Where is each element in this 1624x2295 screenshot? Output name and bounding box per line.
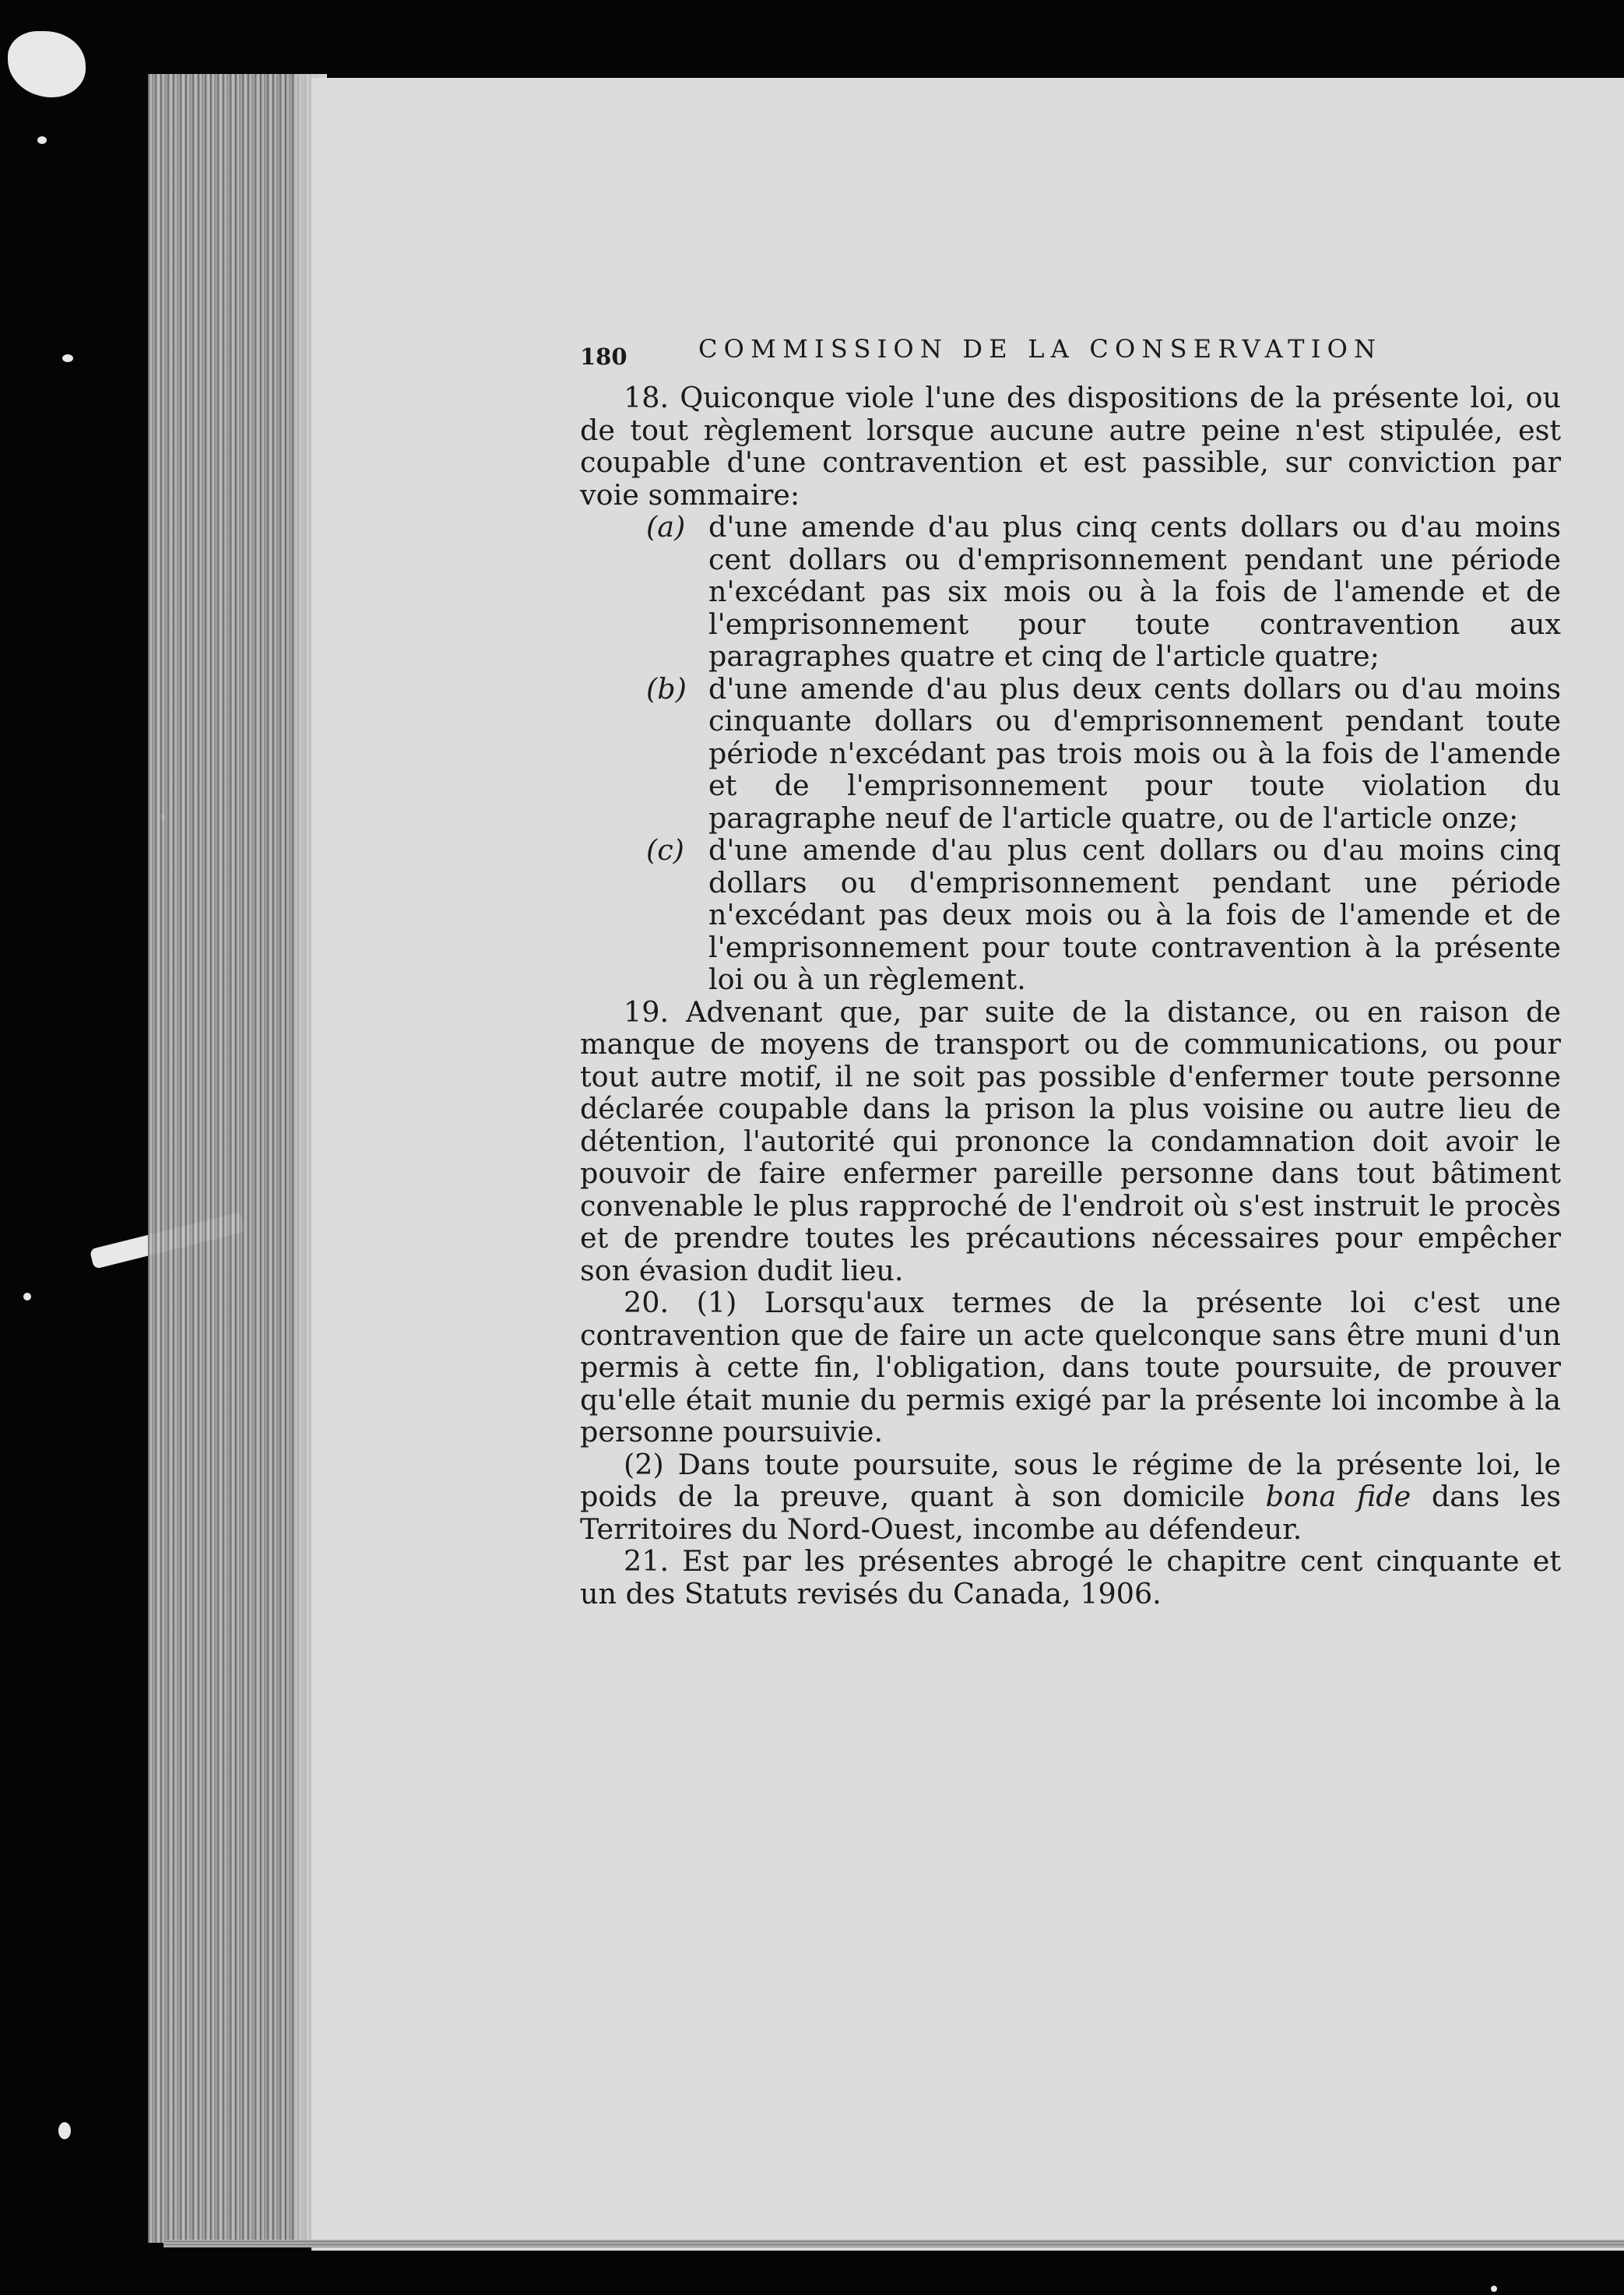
page-number: 180 <box>580 343 627 370</box>
section-21: 21. Est par les présentes abrogé le chapitre cent cinquante et un des Statuts revisés du Canada, 1906. <box>580 1544 1561 1610</box>
section-18-item-b <box>580 673 1561 835</box>
section-18-item-a <box>580 511 1561 673</box>
page-text <box>580 319 1561 1610</box>
item-text: d'une amende d'au plus deux cents dollars ou d'au moins cinquante dollars ou d'emprisonnement pendant toute période n'excédant pas trois mois ou à la fois de l'amende et de l'emprisonnement pour toute violation du paragraphe neuf de l'article quatre, ou de l'article onze; <box>708 671 1561 835</box>
running-head-title: COMMISSION DE LA CONSERVATION <box>698 334 1383 364</box>
section-20-1: 20. (1) Lorsqu'aux termes de la présente loi c'est une contravention que de faire un acte quelconque sans être muni d'un permis à cette fin, l'obligation, dans toute poursuite, de prouver qu'elle était munie du permis exigé par la présente loi incombe à la personne poursuivie. <box>580 1286 1561 1448</box>
item-marker: (a) <box>646 510 686 544</box>
item-marker: (b) <box>646 671 687 706</box>
item-text: d'une amende d'au plus cinq cents dollars ou d'au moins cent dollars ou d'emprisonnement pendant une période n'excédant pas six mois ou à la fois de l'amende et de l'emprisonnement pour toute contravention aux paragraphes quatre et cinq de l'article quatre; <box>708 510 1561 673</box>
section-18-item-c <box>580 834 1561 996</box>
page-edges <box>148 74 327 2243</box>
section-20-2-latin-term: bona fide <box>1265 1480 1411 1513</box>
section-19: 19. Advenant que, par suite de la distance, ou en raison de manque de moyens de transport ou de communications, ou pour tout autre motif, il ne soit pas possible d'enfermer toute personne déclarée coupable dans la prison la plus voisine ou autre lieu de détention, l'autorité qui prononce la condamnation doit avoir le pouvoir de faire enfermer pareille personne dans tout bâtiment convenable le plus rapproché de l'endroit où s'est instruit le procès et de prendre toutes les précautions nécessaires pour empêcher son évasion dudit lieu. <box>580 994 1561 1287</box>
item-text: d'une amende d'au plus cent dollars ou d'au moins cinq dollars ou d'emprisonnement pendant une période n'excédant pas deux mois ou à la fois de l'amende et de l'emprisonnement pour toute contravention à la présente loi ou à un règlement. <box>708 833 1561 996</box>
dust-speck <box>37 136 47 144</box>
dust-speck <box>23 1293 31 1301</box>
running-head <box>580 319 1561 374</box>
paper-bottom-edge <box>163 2240 1624 2247</box>
dust-speck <box>1491 2286 1497 2292</box>
section-20-2 <box>580 1448 1561 1546</box>
dust-speck <box>62 354 73 362</box>
item-marker: (c) <box>646 833 684 867</box>
dust-speck <box>8 31 86 97</box>
section-20-2-text: (2) Dans toute poursuite, sous le régime de la présente loi, le poids de la preuve, quant à son domicile <box>580 1447 1561 1513</box>
section-20-2-text-end: dans les Territoires du Nord-Ouest, incombe au défendeur. <box>580 1480 1561 1546</box>
dust-speck <box>58 2122 71 2139</box>
section-18-intro: 18. Quiconque viole l'une des dispositions de la présente loi, ou de tout règlement lorsque aucune autre peine n'est stipulée, est coupable d'une contravention et est passible, sur conviction par voie sommaire: <box>580 381 1561 512</box>
